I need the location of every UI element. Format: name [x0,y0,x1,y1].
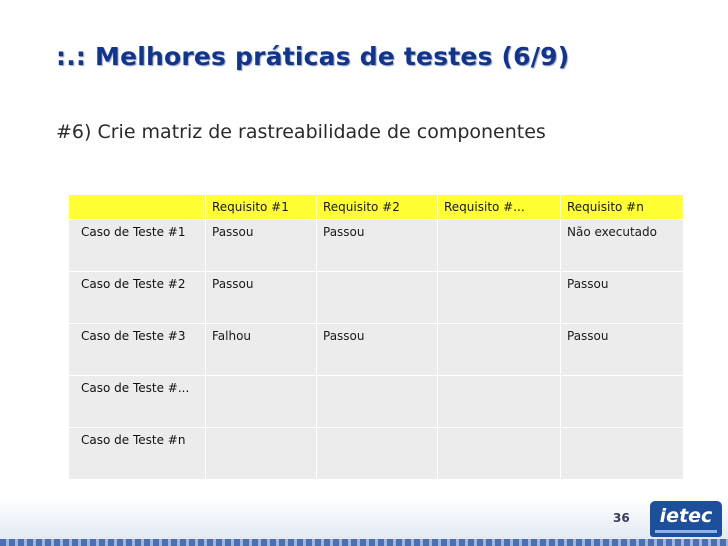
footer-decoration [0,539,728,546]
matrix-row [69,376,684,428]
matrix-cell [438,376,561,428]
logo-text: ietec [659,505,713,527]
matrix-cell: Passou [206,272,317,324]
matrix-header-requisito-1: Requisito #1 [206,195,317,220]
matrix-cell [317,376,438,428]
matrix-cell [561,428,684,480]
matrix-cell [317,272,438,324]
matrix-cell [438,324,561,376]
slide-subtitle: #6) Crie matriz de rastreabilidade de componentes [56,121,546,143]
matrix-cell [438,272,561,324]
logo-underline [655,530,717,533]
matrix-row [69,428,684,480]
matrix-cell: Passou [317,220,438,272]
matrix-header-requisito-2: Requisito #2 [317,195,438,220]
matrix-row-header: Caso de Teste #1 [69,220,206,272]
matrix-row [69,220,684,272]
matrix-row-header: Caso de Teste #... [69,376,206,428]
page-number: 36 [613,511,630,525]
matrix-cell: Passou [317,324,438,376]
matrix-cell [561,376,684,428]
matrix-row-header: Caso de Teste #2 [69,272,206,324]
matrix-row [69,272,684,324]
matrix-cell: Passou [206,220,317,272]
matrix-header-row [69,195,684,220]
matrix-row [69,324,684,376]
matrix-cell [317,428,438,480]
slide-title: :.: Melhores práticas de testes (6/9) [56,42,570,71]
ietec-logo [650,501,722,537]
matrix-row-header: Caso de Teste #n [69,428,206,480]
matrix-cell [206,376,317,428]
matrix-cell: Passou [561,324,684,376]
matrix-cell [438,428,561,480]
matrix-cell [438,220,561,272]
matrix-row-header: Caso de Teste #3 [69,324,206,376]
traceability-matrix [68,194,684,480]
matrix-cell [206,428,317,480]
matrix-cell: Não executado [561,220,684,272]
matrix-header-requisito-n: Requisito #n [561,195,684,220]
matrix-cell: Passou [561,272,684,324]
matrix-corner-cell [69,195,206,220]
matrix-cell: Falhou [206,324,317,376]
matrix-header-requisito-etc: Requisito #... [438,195,561,220]
